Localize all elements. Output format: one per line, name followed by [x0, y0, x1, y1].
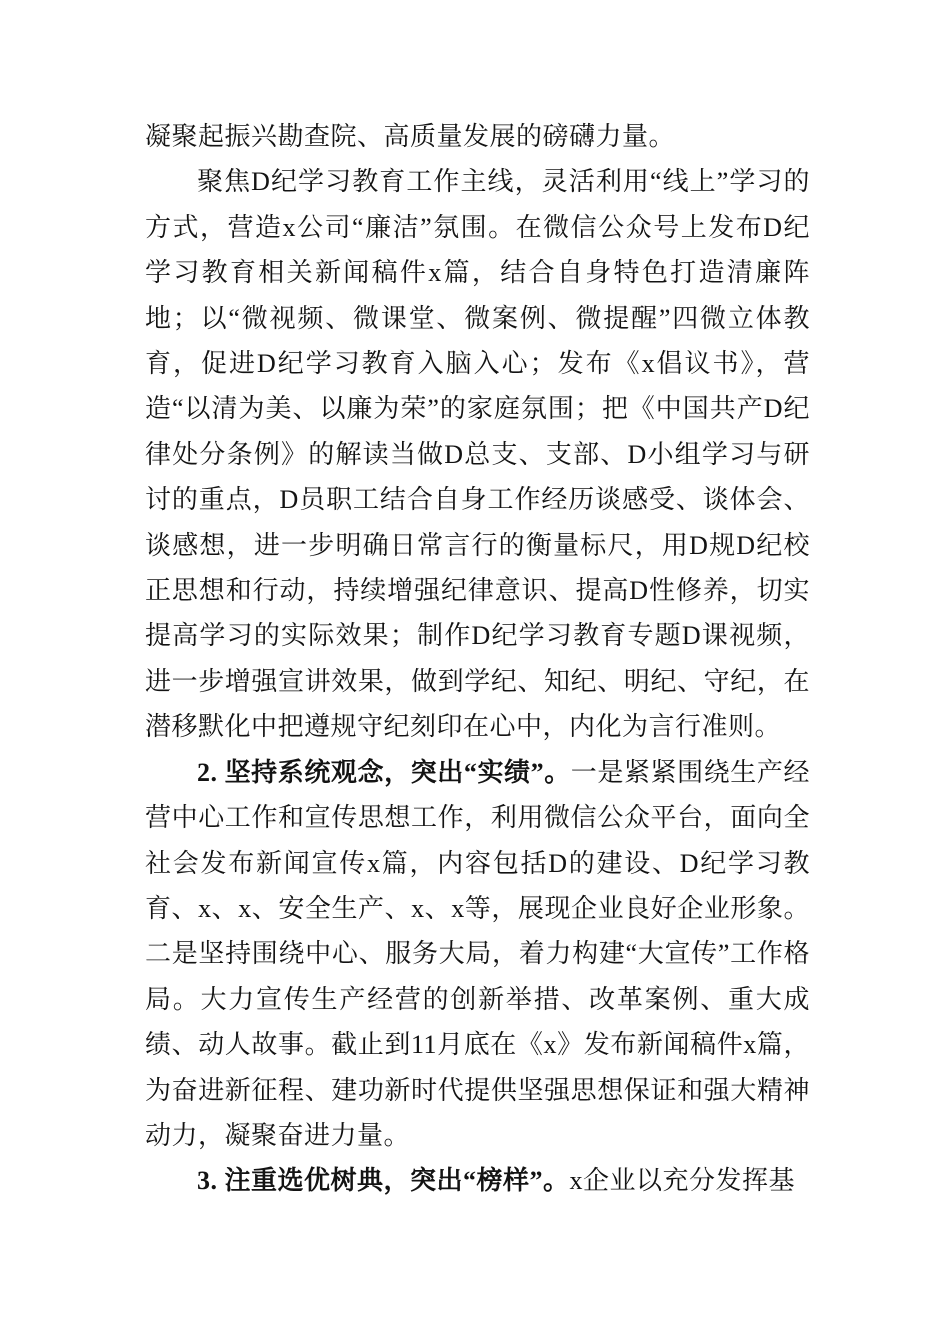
paragraph-bold-lead: 3. 注重选优树典，突出“榜样”。: [197, 1166, 570, 1196]
paragraph-text: 一是紧紧围绕生产经营中心工作和宣传思想工作，利用微信公众平台，面向全社会发布新闻宣传x篇，内容包括D的建设、D纪学习教育、x、x、安全生产、x、x等，展现企业良好企业形象。二是坚持围绕中心、服务大局，着力构建“大宣传”工作格局。大力宣传生产经营的创新举措、改革案例、重大成绩、动人故事。截止到11月底在《x》发布新闻稿件x篇，为奋进新征程、建功新时代提供坚强思想保证和强大精神动力，凝聚奋进力量。: [145, 757, 810, 1150]
paragraph-bold-lead: 2. 坚持系统观念，突出“实绩”。: [197, 757, 571, 787]
paragraph-text: 凝聚起振兴勘查院、高质量发展的磅礴力量。: [145, 122, 676, 151]
paragraph-discipline-education: [145, 159, 810, 749]
paragraph-text: 聚焦D纪学习教育工作主线，灵活利用“线上”学习的方式，营造x公司“廉洁”氛围。在微信公众号上发布D纪学习教育相关新闻稿件x篇，结合自身特色打造清廉阵地；以“微视频、微课堂、微案例、微提醒”四微立体教育，促进D纪学习教育入脑入心；发布《x倡议书》，营造“以清为美、以廉为荣”的家庭氛围；把《中国共产D纪律处分条例》的解读当做D总支、支部、D小组学习与研讨的重点，D员职工结合自身工作经历谈感受、谈体会、谈感想，进一步明确日常言行的衡量标尺，用D规D纪校正思想和行动，持续增强纪律意识、提高D性修养，切实提高学习的实际效果；制作D纪学习教育专题D课视频，进一步增强宣讲效果，做到学纪、知纪、明纪、守纪，在潜移默化中把遵规守纪刻印在心中，内化为言行准则。: [145, 167, 810, 742]
paragraph-item-2: [145, 750, 810, 1159]
document-text-block: [145, 114, 810, 1204]
paragraph-item-3: [145, 1158, 810, 1203]
paragraph-text: x企业以充分发挥基: [569, 1166, 796, 1196]
paragraph-continuation: [145, 114, 810, 159]
